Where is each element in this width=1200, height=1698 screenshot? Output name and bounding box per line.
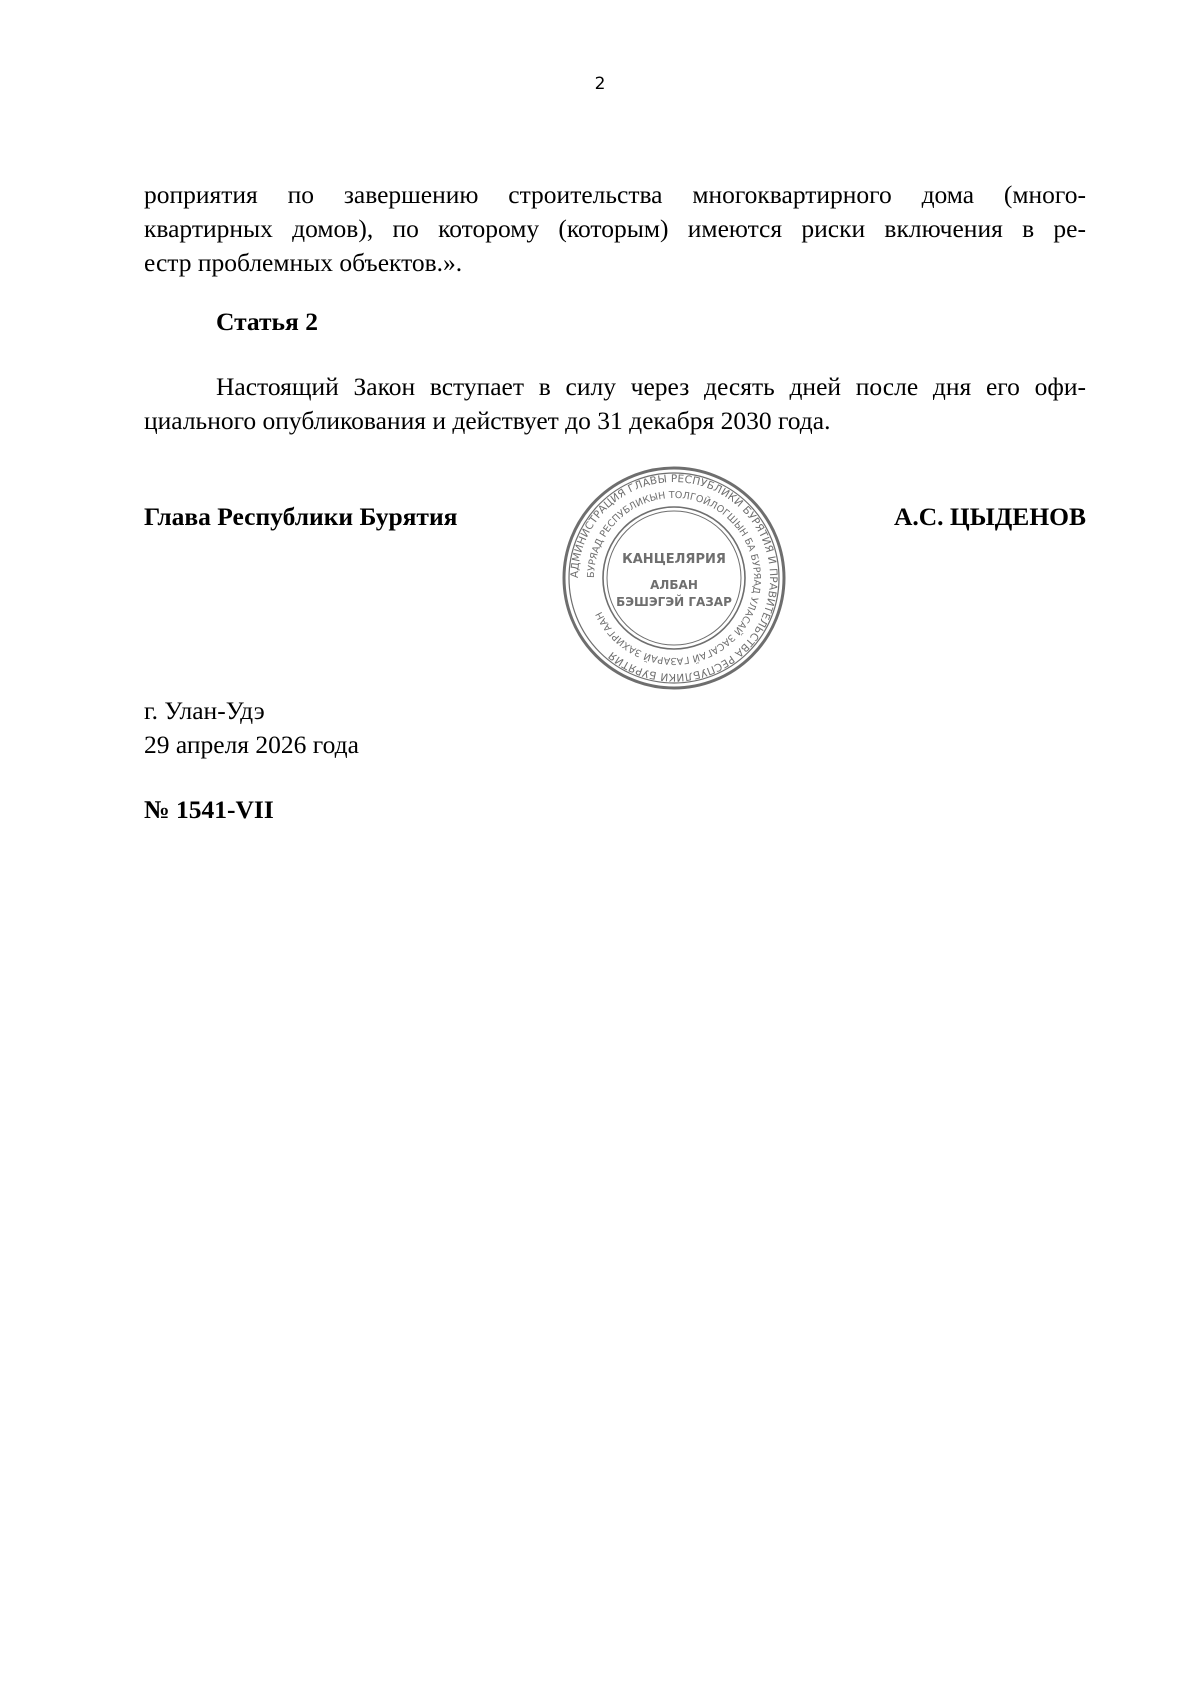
paragraph-line: Настоящий Закон вступает в силу через десять дней после дня его офи- [216,372,1086,401]
paragraph-line: роприятия по завершению строительства многоквартирного дома (много- [144,180,1086,209]
place-of-signing: г. Улан-Удэ [144,696,265,725]
seal-center-line: КАНЦЕЛЯРИЯ [622,552,726,567]
article-paragraph [144,370,1086,438]
paragraph-continuation [144,178,1086,280]
signature-position: Глава Республики Бурятия [144,502,458,531]
paragraph-line: циального опубликования и действует до 31 декабря 2030 года. [144,406,831,435]
seal-outer-text: АДМИНИСТРАЦИЯ ГЛАВЫ РЕСПУБЛИКИ БУРЯТИЯ И ПРАВИТЕЛЬСТВА РЕСПУБЛИКИ БУРЯТИЯ [568,472,780,684]
seal-center-line: БЭШЭГЭЙ ГАЗАР [616,595,732,609]
article-heading: Статья 2 [216,307,318,336]
paragraph-line: квартирных домов), по которому (которым) имеются риски включения в ре- [144,214,1086,243]
date-of-signing: 29 апреля 2026 года [144,730,359,759]
page-number: 2 [594,74,606,94]
seal-center-line: АЛБАН [650,578,698,592]
seal-inner-ring-text: БУРЯАД РЕСПУБЛИКЫН ТОЛГОЙЛОГШЫН БА БУРЯАД УЛАСАЙ ЗАСАГАЙ ГАЗАРАЙ ЗАХИРГААН [585,489,763,667]
paragraph-line: естр проблемных объектов.». [144,248,463,277]
signatory-name: А.С. ЦЫДЕНОВ [893,502,1086,531]
law-number: № 1541-VII [144,795,274,824]
official-seal [561,465,787,691]
